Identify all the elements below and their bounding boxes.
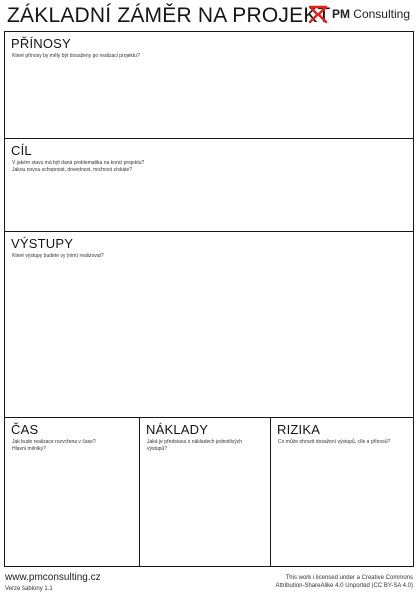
logo-bold-text: PM <box>331 7 350 21</box>
section-cil[interactable] <box>5 139 413 232</box>
license-line: This work i licensed under a Creative Commons <box>285 575 413 581</box>
hint-line: Co může ohrozit dosažení výstupů, cíle a přínosů? <box>278 439 391 445</box>
logo-shape <box>310 7 326 22</box>
hint-line: Jak bude realizace rozvržena v čase? <box>12 439 96 445</box>
logo-regular-text: Consulting <box>353 7 410 21</box>
project-canvas <box>4 31 414 567</box>
section-hint <box>12 53 232 60</box>
section-heading: CÍL <box>11 143 32 158</box>
bottom-row <box>5 418 413 566</box>
hint-line: výstupů? <box>147 445 168 452</box>
hint-line: Hlavní milníky? <box>12 445 46 452</box>
section-hint <box>147 439 257 452</box>
section-prinosy[interactable] <box>5 32 413 139</box>
section-hint <box>12 439 102 452</box>
hint-line: V jakém stavu má být daná problematika na konci projektu? <box>12 160 145 166</box>
section-hint <box>278 439 396 446</box>
page-title: ZÁKLADNÍ ZÁMĚR NA PROJEKT <box>7 4 331 27</box>
section-heading: VÝSTUPY <box>11 236 74 251</box>
company-logo <box>308 4 410 24</box>
hint-line: Které výstupy budete vy (nim) realizovat? <box>12 253 104 259</box>
section-hint <box>12 253 232 260</box>
website-link[interactable]: www.pmconsulting.cz <box>5 572 101 583</box>
hint-line: Které přínosy by měly být dosaženy po realizaci projektu? <box>12 53 140 59</box>
hint-line: Jaká je představa o nákladech jednotlivých <box>147 439 243 445</box>
footer-left <box>5 572 101 592</box>
license-line: Attribution-ShareAlike 4.0 Unported (CC BY-SA 4.0) <box>275 583 413 589</box>
license-notice <box>275 574 413 590</box>
hint-line: Jakou novou schopnost, dovednost, možnost získáte? <box>12 166 133 173</box>
section-heading: ČAS <box>11 422 39 437</box>
logo-text <box>332 7 410 21</box>
section-rizika[interactable] <box>271 418 413 566</box>
section-heading: NÁKLADY <box>146 422 209 437</box>
template-version: Verze šablony 1.1 <box>5 586 53 592</box>
pm-consulting-logo-icon <box>308 4 328 24</box>
section-heading: RIZIKA <box>277 422 321 437</box>
section-naklady[interactable] <box>140 418 271 566</box>
section-cas[interactable] <box>5 418 140 566</box>
section-hint <box>12 160 232 173</box>
section-heading: PŘÍNOSY <box>11 36 71 51</box>
section-vystupy[interactable] <box>5 232 413 418</box>
